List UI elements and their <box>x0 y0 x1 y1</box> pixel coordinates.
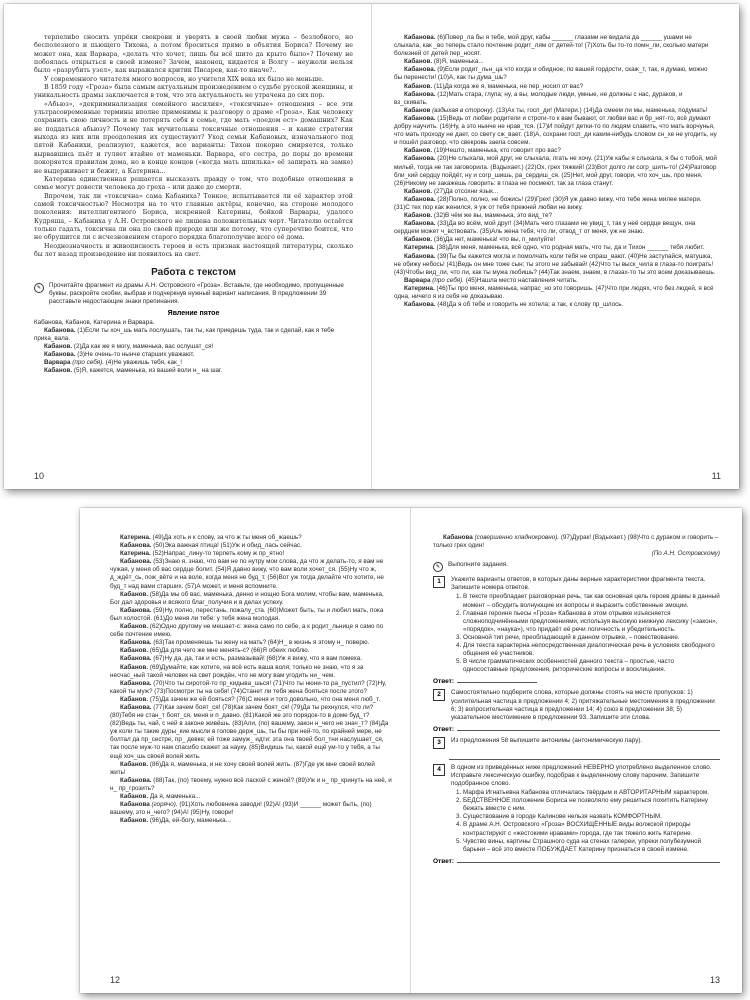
line-text: (45)Нашла место наставления читать. <box>465 276 578 284</box>
dialogue-line <box>34 343 353 351</box>
dialogue-line <box>110 777 392 793</box>
option-item: 3. Существование в городе Калинове нельзя назвать КОМФОРТНЫМ. <box>463 813 720 821</box>
book-spread-top <box>4 4 739 489</box>
speaker-name: Кабанов. <box>404 187 433 195</box>
paragraph: терпелиbо сносить упрёки свекрови и уверять в своей любви мужа – безлобного, но бесполезного и пьющего Тихона, а потом броситься прямо в объятия Бориса? Почему не может она, как Варвара, «делать что хочет, лишь бы всё шито да крыто было»? Почему не побоялась открыться в своей измене? Зачем, наконец, кидается в Волгу – неужели нельзя было «разрубить узел», как выражался критик Писарев, как-то иначе?.. <box>34 34 353 75</box>
speaker-name: Кабанова. <box>120 703 152 711</box>
dialogue-line <box>110 801 392 817</box>
speaker-name: Кабанов. <box>120 817 149 825</box>
dialogue-line <box>394 253 717 277</box>
page-12 <box>80 508 410 993</box>
dialogue-line <box>110 542 392 550</box>
dialogue-line <box>394 301 717 309</box>
line-text: (38)Для меня, маменька, всё одно, что родная мать, что ты, да и Тихон ______ тебя любит. <box>436 244 705 252</box>
dialogue-block <box>394 34 717 309</box>
speaker-name: Кабанова. <box>120 679 152 687</box>
page-11-content <box>394 34 717 309</box>
tasks-heading <box>433 561 720 572</box>
speaker-name: Кабанов. <box>44 342 73 350</box>
page-10-content <box>34 34 353 375</box>
line-text: (13)Ах ты, госп_ди! (Матери.) (14)Да смеем ли мы, маменька, подумать! <box>496 106 708 114</box>
question-number: 1 <box>433 576 445 588</box>
dialogue-line <box>110 696 392 704</box>
line-text: (63)Так променяешь ты жену на мать? (64)Н_ в жизнь я этому н_ поверю. <box>153 639 370 647</box>
line-text: (28)Полно, полно, не божись! (29)Грех! (30)Я уж давно вижу, что тебе жена милее матери. (31)С тех пор как женился, я уж от тебя прежней любви не вижу. <box>394 195 702 211</box>
paragraph: Впрочем, так ли «токсична» сама Кабаниха? Тонкое, испытывается ли её характер этой самой токсичностью? Несмотря на то что главные актёры, конечно, на стороне молодого поколения: интеллигентного Бориса, искренней Катерины, бойкой Варвары, удалого Кудряша, – Кабаниха у А.Н. Островского не лишена положительных черт. Читателю остаётся только гадать, токсична ли она по своей природе или же потому, что суперечтво боится, что не обрушится ли с исчезновением старого порядка благополучие всего её дома. <box>34 192 353 242</box>
question-body <box>451 576 720 674</box>
answer-line[interactable] <box>457 729 720 731</box>
dialogue-line <box>394 83 717 91</box>
speaker-name: Катерина. <box>404 284 435 292</box>
page-number: 13 <box>709 975 720 985</box>
dialogue-line <box>394 66 717 82</box>
dialogue-line <box>110 591 392 607</box>
speaker-name: Варвара <box>404 276 431 284</box>
dialogue-line <box>394 220 717 236</box>
page-13 <box>411 508 742 993</box>
dialogue-line <box>394 196 717 212</box>
speaker-name: Кабанова <box>120 801 150 809</box>
stage-direction: (вздыхая в сторону). <box>432 106 495 114</box>
speaker-name: Кабанов. <box>404 147 433 155</box>
speaker-name: Кабанова. <box>120 639 152 647</box>
line-text: Да я, маменька... <box>149 793 201 800</box>
line-text: (52)Напрас_лину-то терпеть кому ж пр_ятно! <box>152 550 285 558</box>
dialogue-line <box>34 327 353 343</box>
answer-row <box>433 678 720 685</box>
speaker-name: Кабанов. <box>44 367 73 375</box>
line-text: (4)Не уважишь тебя, как_! <box>105 359 182 367</box>
dialogue-line <box>433 534 720 550</box>
question <box>433 737 720 749</box>
speaker-name: Кабанова. <box>404 252 436 260</box>
option-item: 2. Главная героиня пьесы «Гроза» Кабанова в этом отрывке изъясняется сложноподчинёнными предложениями, используя высокую книжную лексику («закон», «порядок», «наука»), что придаёт её речи логичность и убедительность. <box>463 610 720 634</box>
line-text: (88)Так, (по) твоему, нужно всё лаской с женой? (89)Уж и н_ пр_кринуть на неё, и н_ пр_грозить? <box>110 776 392 792</box>
book-spread-bottom <box>80 508 742 993</box>
option-list <box>451 789 720 854</box>
line-text: (32)В чём же вы, маменька, это вид_те? <box>433 212 552 220</box>
dialogue-line <box>394 188 717 196</box>
option-item: 2. БЕДСТВЕННОЕ положение Бориса не позволяло ему решиться похитить Катерину бежать вместе с ним. <box>463 797 720 813</box>
line-text: (86)Да я, маменька, и не хочу своей волей жить. (87)Где уж мне своей волей жить! <box>110 760 375 776</box>
speaker-name: Кабанова. <box>120 606 152 614</box>
answer-row <box>433 726 720 733</box>
line-text: (6)Повер_ла бы я тебе, мой друг, кабы ______ глазами не видала да ______ ушами не слыхала, как _во теперь стало почтение родит_лям от детей-то! (7)Хоть бы то-то помн_ли, сколько матери болезней от детей пер_носят. <box>394 34 709 58</box>
speaker-name: Кабанов. <box>404 58 433 66</box>
task-instruction <box>34 282 353 306</box>
speaker-name: Кабанов. <box>404 212 433 220</box>
question-prompt: Укажите варианты ответов, в которых даны верные характеристики фрагмента текста. Запишите номера ответов. <box>451 576 706 592</box>
answer-label: Ответ: <box>433 678 455 686</box>
cast-list: Кабанова, Кабанов, Катерина и Варвара. <box>34 318 155 326</box>
dialogue-line <box>394 285 717 301</box>
line-text: (67)Ну да, да, так и есть, размазывай! (68)Уж я вижу, что я вам помеха. <box>153 655 363 663</box>
option-item: 4. Для текста характерна непосредственная диалогическая речь в условиях свободного общения её участников. <box>463 642 720 658</box>
speaker-name: Кабанова. <box>44 326 76 334</box>
speaker-name: Кабанов. <box>120 623 149 631</box>
speaker-name: Кабанова. <box>404 90 436 98</box>
dialogue-line <box>110 558 392 590</box>
page-13-content <box>433 534 720 869</box>
questions-list <box>433 576 720 865</box>
dialogue-line <box>110 761 392 777</box>
question-prompt: Из предложения 58 выпишите антонимы (антонимическую пару). <box>451 736 643 744</box>
speaker-name: Катерина. <box>404 244 435 252</box>
paragraph: У современного читателя много вопросов, но учителя XIX века их было не меньше. <box>44 75 324 83</box>
page-number: 12 <box>110 975 121 985</box>
intro-text <box>34 34 353 259</box>
task-text: Прочитайте фрагмент из драмы А.Н. Островского «Гроза». Вставьте, где необходимо, пропущенные буквы, раскройте скобки, выбрав и подчеркнув нужный вариант написания. В предложении 39 расставьте недостающие знаки препинания. <box>49 282 344 306</box>
speaker-name: Кабанов. <box>120 760 149 768</box>
line-text: (33)Да во всём, мой друг! (34)Мать чего глазами не увид_т, так у неё сердце вещун, она сердцем может ч_вствовать. (35)Аль жена тебя, что ли, отвод_т от меня, уж не знаю. <box>394 220 696 236</box>
line-text: (58)Да мы об вас, маменька, денно и нощно Бога молим, чтобы вам, маменька, Бог дал здоровья и всякого благ_получия и в делах успеху. <box>110 590 384 606</box>
speaker-name: Кабанова. <box>404 114 436 122</box>
line-text: (53)Знаю я, знаю, что вам не по нутру мои слова, да что ж делать-то, я вам не чужая, у меня об вас сердце болит. (54)Я давно вижу, что вам воли хочет_ся. (55)Ну что ж, д_ждёт_сь, пож_вёте и на воле, когда меня не буд_т. (56)Вот уж тогда делайте что хотите, не буд_т над вами старших. (57)А может, и меня вспомните. <box>110 558 384 590</box>
question-body <box>451 689 720 721</box>
speaker-name: Кабанова. <box>120 558 152 566</box>
dialogue-line <box>394 244 717 252</box>
line-text: (46)Ты про меня, маменька, напрас_но это говоришь. (47)Что при людях, что без людей, я всё одна, ничего я из себя не доказываю. <box>394 284 714 300</box>
question <box>433 689 720 721</box>
answer-line[interactable] <box>449 750 720 760</box>
answer-row <box>433 858 720 865</box>
speaker-name: Катерина. <box>120 534 151 541</box>
speaker-name: Кабанова. <box>404 34 436 41</box>
line-text: (75)Да зачем же ей бояться? (76)С меня и того довольно, что она меня люб_т. <box>149 695 381 703</box>
dialogue-line <box>110 534 392 542</box>
line-text: (20)Не слыхала, мой друг, не слыхала, лгать не хочу. (21)Уж кабы я слыхала, я бы с тобой, мой милый, тогда не так заговорила. (Вздыхает.) (22)Ох, грех тяжкий! (23)Вот долго ли согр_шить-то! (24)Разговор бли_кий сердцу пойдёт, ну и согр_шишь, ра_сердиш_ся. (25)Нет, мой друг, говори, что хоч_шь, про меня. (26)Никому не закажешь говорить: в глаза не посмеют, так за глаза станут. <box>394 155 717 187</box>
dialogue-line <box>110 664 392 680</box>
line-text: (27)Да отсохни язык... <box>433 187 499 195</box>
stage-direction: (про себя). <box>432 276 464 284</box>
speaker-name: Кабанова <box>443 534 473 541</box>
speaker-name: Варвара <box>44 359 71 367</box>
page-number: 10 <box>34 471 45 481</box>
speaker-name: Кабанов. <box>120 663 149 671</box>
stage-direction: (про себя). <box>72 359 104 367</box>
speaker-name: Катерина. <box>120 550 151 558</box>
dialogue-line <box>34 367 353 375</box>
dialogue-line <box>110 623 392 639</box>
dialogue-line <box>110 793 392 801</box>
line-text: (59)Ну, полно, перестань, пожалу_ста. (60)Может быть, ты и любил мать, пока был холостой. (61)До меня ли тебе: у тебя жена молодая. <box>110 606 384 622</box>
option-item: 3. Основной тип речи, преобладающий в данном отрывке, – повествование. <box>463 634 720 642</box>
line-text: (2)Да как же я могу, маменька, вас ослушат_ся! <box>73 342 214 350</box>
paragraph: «Абьюз», «декриминализация семейного насилия», «токсичные» отношения – все эти ультрасовременные термины вполне применимы к разговору о драме «Гроза». Как человеку сохранить свою личность и не потерять себя в семье, где мать «поедом ест» домашних? Как не поддаться абьюзу? Почему так мучительны токсичные отношения – и какие стратегии выхода из них или преодоления их существуют? Уход семьи Кабановых, изначального под пятой Кабанихи, реализуют, кажется, все варианты: Тихон покорно смиряется, только вырвавшись пьёт и гуляет втайне от маменьки. Варвара, его сестра, до поры до времени покоряется правилам дома, но в конце концов («когда мать шпилька» её запирать на замке) не выдерживает и бежит, а Катерина... <box>34 100 353 175</box>
line-text: (5)Я, кажется, маменька, из вашей воли н_ на шаг. <box>73 367 223 375</box>
paragraph: В 1859 году «Гроза» была самым актуальным произведением о судьбе русской женщины, и уникальность драмы заключается в том, что эта актуальность не утрачена до сих пор. <box>34 84 353 100</box>
dialogue-block <box>433 534 720 550</box>
line-text: (12)Мать стара, глупа; ну, а вы, молодые люди, умные, не должны с нас, дураков, и вз_скивать. <box>394 90 683 106</box>
line-text: (19)Нешто, маменька, кто говорит про вас? <box>433 147 561 155</box>
speaker-name: Кабанова. <box>120 776 152 784</box>
question <box>433 764 720 854</box>
speaker-name: Кабанов. <box>120 793 149 800</box>
line-text: (39)Ты бы кажется могла и помолчать коли тебя не спраш_вают. (40)Не заступайся, матушка, не обижу небось! (41)Ведь он мне тоже сын; ты этого не забывай! (42)Что ты выск_чила в глаза-то поиграть! (43)Чтобы вид_ли, что ли, как ты мужа любишь? (44)Так знаем, знаем, в глазах-то ты это всем доказываешь. <box>394 252 716 276</box>
dialogue-block <box>34 327 353 376</box>
stage-direction: (совершенно хладнокровно). <box>474 534 560 541</box>
line-text: (3)Не очень-то нынче старших уважают. <box>77 350 195 358</box>
line-text: (96)Да, ей-богу, маменька... <box>149 817 231 825</box>
line-text: (15)Ведь от любви родители и строги-то к вам бывают, от любви вас и бр_нят-то, всё думают добру научить. (16)Ну, а это нынче не нрав_тся. (17)И пойдут детки-то по людям славить, что мать ворчунья, что мать проходу не дает, со свету сж_вает. (18)А, сохрани госп_ди каким-нибудь словом сн_хе не угодить, ну и пошёл разговор, что свекровь заела совсем. <box>394 114 717 147</box>
speaker-name: Кабанова. <box>404 155 436 163</box>
speaker-name: Кабанова. <box>404 220 436 228</box>
line-text: (62)Одно другому не мешает-с: жена само по себе, а к родит_льнице я само по себе почтение имею. <box>110 623 384 639</box>
line-text: (36)Да нет, маменька! что вы, п_милуйте! <box>433 236 556 244</box>
dialogue-line <box>394 277 717 285</box>
line-text: (69)Думайте, как хотите, на всё есть ваша воля; только не знаю, что я за несчас_ный такой человек на свет рождён, что не могу вам угодить ни_ чем. <box>110 663 364 679</box>
dialogue-line <box>110 607 392 623</box>
question-number: 4 <box>433 764 445 776</box>
page-10 <box>4 4 371 489</box>
speaker-name: Кабанова. <box>44 350 76 358</box>
speaker-name: Кабанова. <box>404 301 436 309</box>
dialogue-line <box>110 655 392 663</box>
option-item: 1. В тексте преобладает разговорная речь, так как основная цель героев драмы в данный момент – обсудить волнующие их вопросы и выразить собственные эмоции. <box>463 593 720 609</box>
dialogue-line <box>110 704 392 761</box>
question-prompt: В одном из приведённых ниже предложений НЕВЕРНО употреблено выделенное слово. Исправьте лексическую ошибку, подобрав к выделенному слову пароним. Запишите подобранное слово. <box>451 763 712 787</box>
answer-line[interactable] <box>457 681 537 683</box>
dialogue-line <box>34 359 353 367</box>
question <box>433 576 720 674</box>
speaker-name: Кабанов. <box>404 82 433 90</box>
line-text: (50)Эка важная птица! (51)Уж и обид_лась сейчас. <box>153 542 302 550</box>
question-body <box>451 764 720 854</box>
option-item: 5. Чувство вины, картины Страшного суда на стенах галереи, упреки полубезумной барыни – всё это вместе ПОБУЖДАЕТ Катерину признаться в своей измене. <box>463 838 720 854</box>
dialogue-line <box>394 107 717 115</box>
answer-line[interactable] <box>457 861 720 863</box>
speaker-name: Кабанова. <box>404 66 436 74</box>
paragraph: Неоднозначность и живописность героев и есть признак настоящей литературы, сколько бы лет назад произведение ни появилось на свет. <box>34 242 353 258</box>
line-text: (1)Если ты хоч_шь мать послушать, так ты, как приедешь туда, так и сделай, как я тебе прика_вала. <box>34 326 335 342</box>
pencil-icon: ✎ <box>34 283 44 293</box>
option-item: 5. В числе грамматических особенностей данного текста – простые, часто односоставные предложения, риторические вопросы и восклицания. <box>463 658 720 674</box>
dialogue-line <box>394 115 717 147</box>
page-11 <box>372 4 739 489</box>
dialogue-line <box>110 680 392 696</box>
answer-label: Ответ: <box>433 857 455 865</box>
speaker-name: Кабанова. <box>404 195 436 203</box>
section-title: Работа с текстом <box>151 267 236 279</box>
speaker-name: Кабанов <box>404 106 431 114</box>
stage-direction: (горячо). <box>151 801 178 809</box>
line-text: (77)Как зачем боят_ся! (78)Как зачем боят_ся! (79)Да ты рехнулся, что ли? (80)Тебя не стан_т боят_ся, меня и п_давно. (81)Какой же это порядок-то в доме буд_т? (82)Ведь ты, чай, с ней в законе живёшь. (83)Али, (по) вашему, закон н_чего не знач_т? (84)Да уж коли ты такие дуры_кие мысли в голове держ_шь, ты бы при ней-то, по крайней мере, не болтал да пр_сестре, пр_ девке; ей тоже замуж_ идти: эта она твоей бол_тни наслушает_ся, так после муж-то нам спасибо скажет за науку. (85)Видишь ты, какой ещё ум-то у тебя, а ты ещё хоч_шь своей волей жить. <box>110 703 389 760</box>
question-body <box>451 737 720 749</box>
page-12-content <box>110 534 392 825</box>
line-text: (91)Хоть любовника заводи! (92)А! (93)И ______ может быть, (по) вашему, это н_чего? (94)А! (95)Ну, говори! <box>110 801 372 817</box>
speaker-name: Кабанова. <box>120 655 152 663</box>
question-number: 2 <box>433 689 445 701</box>
page-number: 11 <box>711 471 721 481</box>
speaker-name: Кабанов. <box>120 695 149 703</box>
line-text: (9)Если родит_льн_ца что когда и обидное, по вашей гордости, скаж_т, так, я думаю, можно бы перенести! (10)А, как ты дума_шь? <box>394 66 708 82</box>
line-text: (8)Я, маменька... <box>433 58 484 66</box>
line-text: (49)Да хоть и к слову, за что ж ты меня об_жаешь? <box>152 534 302 541</box>
speaker-name: Кабанов. <box>404 236 433 244</box>
dialogue-line <box>394 91 717 107</box>
dialogue-block <box>110 534 392 825</box>
question-number: 3 <box>433 737 445 749</box>
dialogue-line <box>34 351 353 359</box>
dialogue-line <box>110 817 392 825</box>
speaker-name: Кабанова. <box>120 542 152 550</box>
source-attribution: (По А.Н. Островскому) <box>651 550 720 558</box>
line-text: (48)Да я об тебе и говорить не хотела; а так, к слову пр_шлось. <box>437 301 624 309</box>
line-text: (70)Что ты сиротой-то пр_кидыва_шься! (71)Что ты нюни-то ра_пустил? (72)Ну, какой ты муж? (73)Посмотри ты на себя! (74)Станет ли тебя жена бояться после этого? <box>110 679 387 695</box>
line-text: (11)Да когда же я, маменька, не пер_носил от вас? <box>433 82 584 90</box>
line-text: (97)Дурак! (Вздыхает.) (98)Что с дураком и говорить – только грех один! <box>433 534 719 550</box>
dialogue-line <box>394 212 717 220</box>
speaker-name: Кабанов. <box>120 590 149 598</box>
speaker-name: Кабанов. <box>120 647 149 655</box>
paragraph: Катерина единственная решается высказать правду о том, что подобные отношения в семье могут довести человека до греха – или даже до смерти. <box>34 175 353 192</box>
option-item: 1. Марфа Игнатьевна Кабанова отличалась твёрдым и АВТОРИТАРНЫМ характером. <box>463 789 720 797</box>
pencil-icon: ✎ <box>433 562 443 572</box>
answer-label: Ответ: <box>433 725 455 733</box>
option-list <box>451 593 720 674</box>
dialogue-line <box>394 34 717 58</box>
option-item: 4. В драме А.Н. Островского «Гроза» ВОСХИЩЁННЫЕ виды волжской природы контрастируют с «жестокими нравами» города, где так тяжело жить Катерине. <box>463 821 720 837</box>
line-text: (65)Да для чего же мне менять-с? (66)Я обеих люблю. <box>149 647 310 655</box>
scene-title: Явление пятое <box>167 309 220 317</box>
tasks-label: Выполните задания. <box>448 561 508 569</box>
dialogue-line <box>394 155 717 187</box>
question-prompt: Самостоятельно подберите слова, которые должны стоять на месте пропусков: 1) усилительная частица в предложении 4; 2) притяжательные местоимения в предложении 6; 3) вопросительная частица в предложении 14; 4) союз в предложении 38; 5) указательное местоимение в предложении 93. Запишите эти слова. <box>451 689 715 721</box>
